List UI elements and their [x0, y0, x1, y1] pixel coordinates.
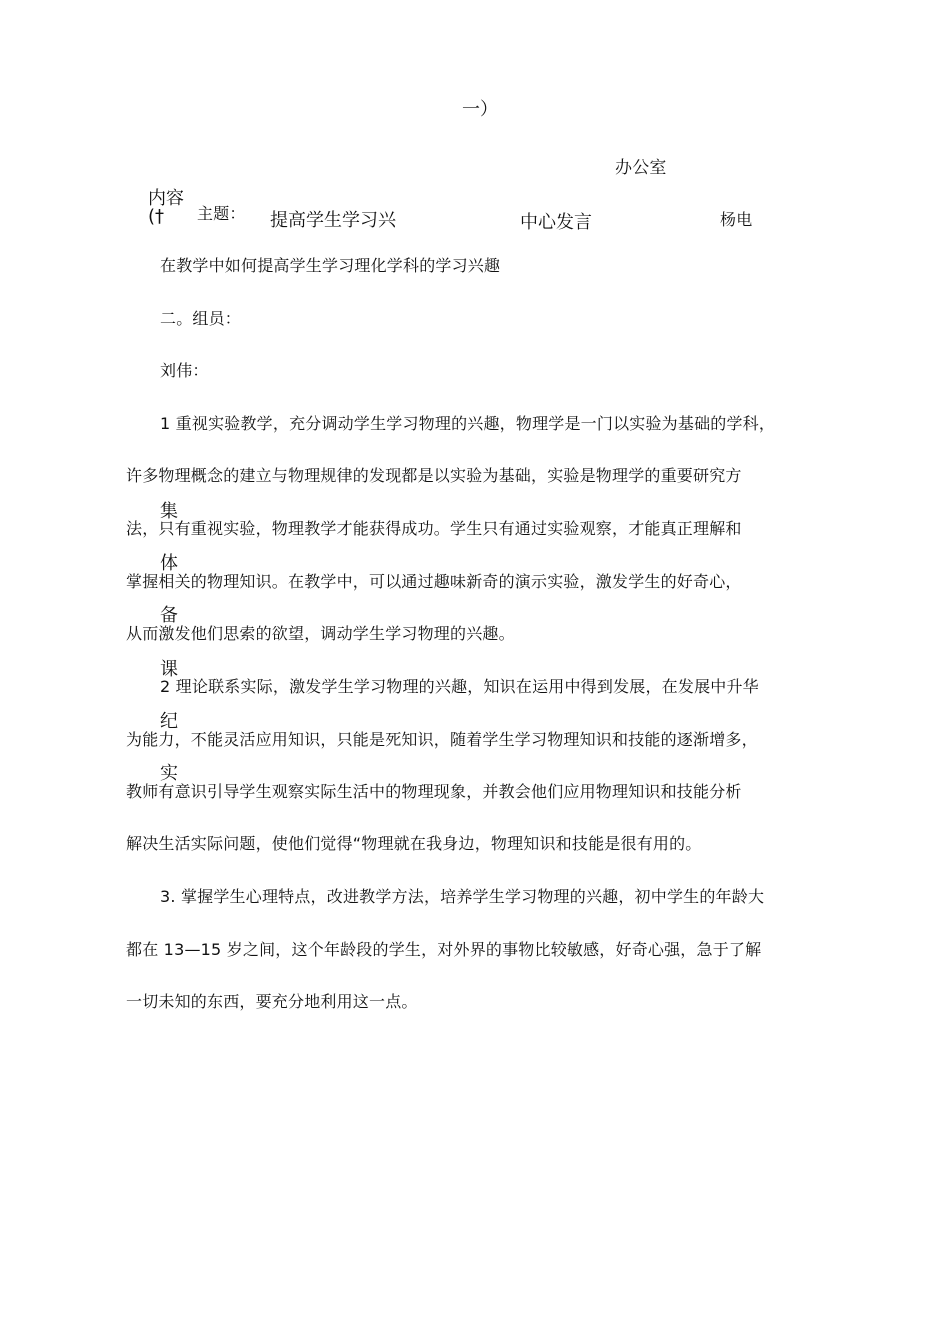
side-title-char: 集	[160, 501, 178, 522]
side-title-char: 备	[160, 605, 178, 626]
theme-value: 提高学生学习兴	[270, 210, 396, 231]
paragraph-line: 从而激发他们思索的欲望，调动学生学习物理的兴趣。	[126, 624, 515, 643]
paragraph-line: 2 理论联系实际，激发学生学习物理的兴趣，知识在运用中得到发展，在发展中升华	[160, 677, 759, 696]
office-label: 办公室	[615, 158, 667, 178]
paragraph-line: 掌握相关的物理知识。在教学中，可以通过趣味新奇的演示实验，激发学生的好奇心，	[126, 572, 742, 591]
center-speech-label: 中心发言	[520, 212, 592, 233]
paragraph-line: 教师有意识引导学生观察实际生活中的物理现象，并教会他们应用物理知识和技能分析	[126, 782, 742, 801]
paragraph-line: 3. 掌握学生心理特点，改进教学方法，培养学生学习物理的兴趣，初中学生的年龄大	[160, 887, 765, 906]
paragraph-line: 解决生活实际问题，使他们觉得“物理就在我身边，物理知识和技能是很有用的。	[126, 834, 702, 853]
content-paren-fragment: (†	[148, 206, 165, 227]
side-title-char: 课	[160, 659, 178, 680]
paragraph-line: 许多物理概念的建立与物理规律的发现都是以实验为基础，实验是物理学的重要研究方	[126, 466, 742, 485]
members-heading: 二。组员：	[160, 309, 242, 328]
paragraph-line: 一切未知的东西，要充分地利用这一点。	[126, 992, 418, 1011]
member-name: 刘伟：	[160, 361, 209, 380]
side-title-char: 体	[160, 553, 178, 574]
paragraph-line: 法，只有重视实验，物理教学才能获得成功。学生只有通过实验观察，才能真正理解和	[126, 519, 742, 538]
speaker-name: 杨电	[720, 210, 753, 229]
side-title-char: 纪	[160, 711, 178, 732]
top-mark: 一）	[462, 99, 498, 120]
theme-label: 主题：	[197, 204, 246, 223]
side-title-char: 实	[160, 763, 178, 784]
topic-line: 在教学中如何提高学生学习理化学科的学习兴趣	[160, 256, 501, 275]
paragraph-line: 1 重视实验教学，充分调动学生学习物理的兴趣，物理学是一门以实验为基础的学科，	[160, 414, 776, 433]
content-label: 内容	[148, 188, 184, 209]
paragraph-line: 都在 13—15 岁之间，这个年龄段的学生，对外界的事物比较敏感，好奇心强，急于了解	[126, 940, 762, 959]
paragraph-line: 为能力，不能灵活应用知识，只能是死知识，随着学生学习物理知识和技能的逐渐增多，	[126, 730, 758, 749]
